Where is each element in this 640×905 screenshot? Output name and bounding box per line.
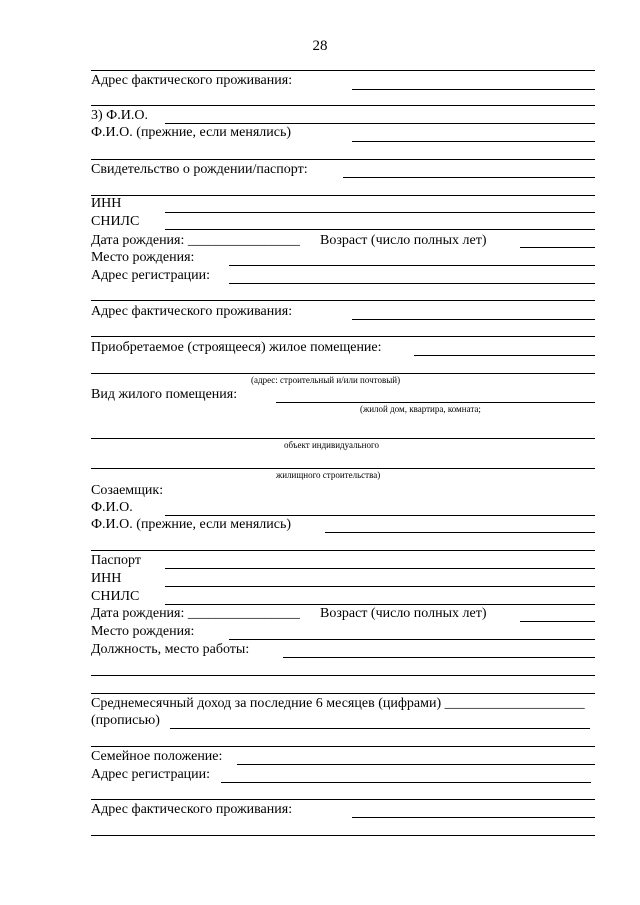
- field-line[interactable]: [343, 177, 595, 178]
- rule: [91, 300, 595, 301]
- field-line[interactable]: [165, 123, 595, 124]
- field-line[interactable]: [229, 639, 595, 640]
- label-date-of-birth: Дата рождения: ________________: [91, 606, 300, 621]
- label-birthplace: Место рождения:: [91, 624, 195, 639]
- field-line[interactable]: [414, 355, 595, 356]
- field-line[interactable]: [91, 438, 595, 439]
- hint-housing-type: (жилой дом, квартира, комната;: [360, 404, 481, 414]
- rule: [91, 336, 595, 337]
- field-line[interactable]: [165, 568, 595, 569]
- label-housing-type: Вид жилого помещения:: [91, 387, 238, 402]
- label-birth-certificate: Свидетельство о рождении/паспорт:: [91, 162, 308, 177]
- rule: [91, 799, 595, 800]
- label-address-actual: Адрес фактического проживания:: [91, 304, 293, 319]
- field-line[interactable]: [91, 675, 595, 676]
- rule: [91, 159, 595, 160]
- label-snils: СНИЛС: [91, 214, 140, 229]
- label-address-actual: Адрес фактического проживания:: [91, 73, 293, 88]
- field-line[interactable]: [229, 283, 595, 284]
- label-age: Возраст (число полных лет): [320, 233, 487, 248]
- label-position-workplace: Должность, место работы:: [91, 642, 250, 657]
- field-line[interactable]: [91, 373, 595, 374]
- field-line[interactable]: [325, 532, 595, 533]
- label-address-actual: Адрес фактического проживания:: [91, 802, 293, 817]
- field-line[interactable]: [520, 621, 595, 622]
- label-fio: Ф.И.О.: [91, 500, 133, 515]
- field-line[interactable]: [165, 604, 595, 605]
- rule: [91, 105, 595, 106]
- label-passport: Паспорт: [91, 553, 141, 568]
- label-birthplace: Место рождения:: [91, 250, 195, 265]
- label-marital-status: Семейное положение:: [91, 749, 223, 764]
- rule: [91, 693, 595, 694]
- label-fio-previous: Ф.И.О. (прежние, если менялись): [91, 125, 292, 140]
- label-fio-previous: Ф.И.О. (прежние, если менялись): [91, 517, 292, 532]
- field-line[interactable]: [229, 265, 595, 266]
- field-line[interactable]: [352, 817, 595, 818]
- rule: [91, 70, 595, 71]
- field-line[interactable]: [165, 229, 595, 230]
- label-snils: СНИЛС: [91, 589, 140, 604]
- rule: [91, 550, 595, 551]
- field-line[interactable]: [165, 212, 595, 213]
- label-registration-address: Адрес регистрации:: [91, 767, 211, 782]
- field-line[interactable]: [165, 515, 595, 516]
- label-monthly-income: Среднемесячный доход за последние 6 месяцев (цифрами) ____________________: [91, 696, 585, 711]
- label-date-of-birth: Дата рождения: ________________: [91, 233, 300, 248]
- field-line[interactable]: [352, 141, 595, 142]
- field-line[interactable]: [520, 247, 595, 248]
- rule: [91, 746, 595, 747]
- field-line[interactable]: [283, 657, 595, 658]
- label-housing: Приобретаемое (строящееся) жилое помещение:: [91, 340, 382, 355]
- label-income-in-words: (прописью): [91, 713, 160, 728]
- rule: [91, 195, 595, 196]
- label-inn: ИНН: [91, 571, 122, 586]
- field-line[interactable]: [91, 468, 595, 469]
- label-fio-3: 3) Ф.И.О.: [91, 108, 148, 123]
- hint-housing-type-3: жилищного строительства): [276, 470, 381, 480]
- field-line[interactable]: [221, 782, 591, 783]
- rule: [91, 835, 595, 836]
- hint-housing-type-2: объект индивидуального: [284, 440, 379, 450]
- label-inn: ИНН: [91, 196, 122, 211]
- label-age: Возраст (число полных лет): [320, 606, 487, 621]
- field-line[interactable]: [276, 402, 595, 403]
- field-line[interactable]: [352, 89, 595, 90]
- field-line[interactable]: [170, 728, 590, 729]
- hint-housing-address: (адрес: строительный и/или почтовый): [251, 375, 401, 385]
- field-line[interactable]: [237, 764, 595, 765]
- page-number: 28: [312, 38, 328, 54]
- label-registration-address: Адрес регистрации:: [91, 268, 211, 283]
- field-line[interactable]: [165, 586, 595, 587]
- field-line[interactable]: [352, 319, 595, 320]
- label-coborrower: Созаемщик:: [91, 483, 164, 498]
